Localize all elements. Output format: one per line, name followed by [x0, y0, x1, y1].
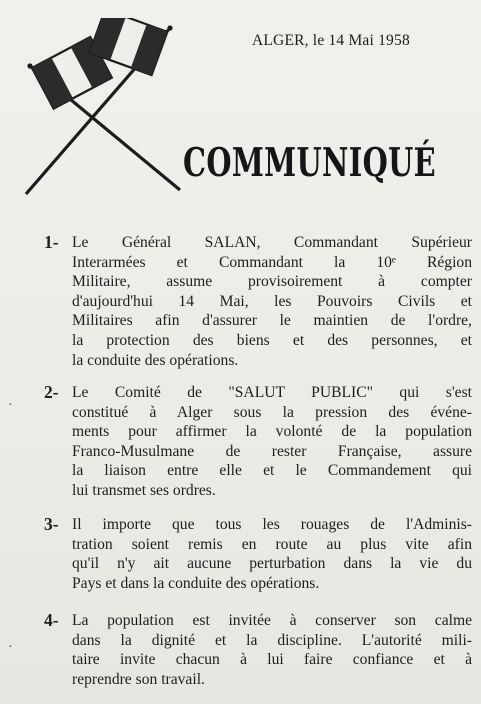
text-line: la protection des biens et des personnes, et — [72, 331, 472, 349]
text-line: Pays et dans la conduite des opérations. — [72, 574, 320, 592]
item-text — [72, 515, 472, 593]
item-text — [72, 383, 472, 501]
text-line: d'aujourd'hui 14 Mai, les Pouvoirs Civils et — [72, 292, 472, 310]
text-line: Franco-Musulmane de rester Française, assure — [72, 442, 472, 460]
text-line: Militaires afin d'assurer le maintien de l'ordre, — [72, 312, 472, 330]
text-line: la conduite des opérations. — [72, 351, 239, 369]
text-line: La population est invitée à conserver son calme — [72, 612, 472, 629]
item-text — [72, 611, 472, 689]
item-text — [72, 233, 472, 370]
item-number: 4- — [44, 610, 59, 630]
text-line: la liaison entre elle et le Commandement qui — [72, 462, 472, 480]
text-line: tration soient remis en route au plus vite afin — [72, 535, 472, 553]
text-line: Interarmées et Commandant la 10ᵉ Région — [72, 253, 472, 271]
margin-dot: · — [8, 398, 13, 413]
text-line: constitué à Alger sous la pression des événe- — [72, 403, 472, 421]
page-title: COMMUNIQUÉ — [183, 140, 437, 186]
text-line: ments pour affirmer la volonté de la population — [72, 423, 472, 441]
text-line: Le Comité de "SALUT PUBLIC" qui s'est — [72, 384, 472, 401]
text-line: taire invite chacun à lui faire confiance et à — [72, 651, 472, 669]
text-line: Militaire, assume provisoirement à compter — [72, 273, 472, 291]
item-number: 2- — [44, 382, 59, 402]
text-line: Il importe que tous les rouages de l'Adminis- — [72, 516, 472, 533]
dateline: ALGER, le 14 Mai 1958 — [252, 32, 410, 49]
text-line: reprendre son travail. — [72, 670, 205, 688]
crossed-flags-icon — [10, 18, 210, 198]
text-line: lui transmet ses ordres. — [72, 481, 216, 499]
item-number: 3- — [44, 514, 59, 534]
item-number: 1- — [44, 232, 59, 252]
margin-dot: · — [8, 640, 13, 655]
text-line: qu'il n'y ait aucune perturbation dans la vie du — [72, 555, 472, 573]
text-line: dans la dignité et la discipline. L'autorité mili- — [72, 631, 472, 649]
text-line: Le Général SALAN, Commandant Supérieur — [72, 234, 472, 251]
